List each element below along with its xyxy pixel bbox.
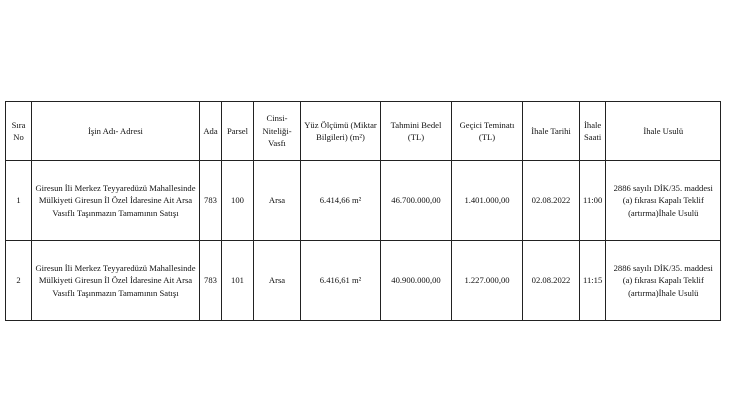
cell-parsel: 100 — [222, 161, 254, 241]
cell-ihale-usulu: 2886 sayılı DİK/35. maddesi (a) fıkrası Kapalı Teklif (artırma)İhale Usulü — [606, 161, 721, 241]
header-cinsi: Cinsi- Niteliği- Vasfı — [254, 102, 301, 161]
header-gecici-teminat: Geçici Teminatı (TL) — [452, 102, 523, 161]
cell-gecici-teminat: 1.227.000,00 — [452, 241, 523, 321]
cell-ada: 783 — [200, 161, 222, 241]
cell-yuz-olcumu: 6.414,66 m² — [301, 161, 381, 241]
header-ihale-usulu: İhale Usulü — [606, 102, 721, 161]
cell-isin-adi: Giresun İli Merkez Teyyaredüzü Mahallesinde Mülkiyeti Giresun İl Özel İdaresine Ait Arsa Vasıflı Taşınmazın Tamamının Satışı — [32, 241, 200, 321]
cell-ihale-saati: 11:15 — [580, 241, 606, 321]
header-yuz-olcumu: Yüz Ölçümü (Miktar Bilgileri) (m²) — [301, 102, 381, 161]
cell-gecici-teminat: 1.401.000,00 — [452, 161, 523, 241]
header-ihale-tarihi: İhale Tarihi — [523, 102, 580, 161]
cell-tahmini-bedel: 40.900.000,00 — [381, 241, 452, 321]
table-row — [6, 161, 721, 241]
cell-cinsi: Arsa — [254, 161, 301, 241]
cell-ada: 783 — [200, 241, 222, 321]
header-ihale-saati: İhale Saati — [580, 102, 606, 161]
header-isin-adi: İşin Adı- Adresi — [32, 102, 200, 161]
header-row — [6, 102, 721, 161]
cell-isin-adi: Giresun İli Merkez Teyyaredüzü Mahallesinde Mülkiyeti Giresun İl Özel İdaresine Ait Arsa Vasıflı Taşınmazın Tamamının Satışı — [32, 161, 200, 241]
cell-sira: 2 — [6, 241, 32, 321]
table-row — [6, 241, 721, 321]
cell-yuz-olcumu: 6.416,61 m² — [301, 241, 381, 321]
cell-tahmini-bedel: 46.700.000,00 — [381, 161, 452, 241]
tender-table — [5, 101, 721, 321]
header-parsel: Parsel — [222, 102, 254, 161]
cell-sira: 1 — [6, 161, 32, 241]
cell-cinsi: Arsa — [254, 241, 301, 321]
header-tahmini-bedel: Tahmini Bedel (TL) — [381, 102, 452, 161]
header-sira: Sıra No — [6, 102, 32, 161]
cell-parsel: 101 — [222, 241, 254, 321]
header-ada: Ada — [200, 102, 222, 161]
cell-ihale-usulu: 2886 sayılı DİK/35. maddesi (a) fıkrası Kapalı Teklif (artırma)İhale Usulü — [606, 241, 721, 321]
cell-ihale-tarihi: 02.08.2022 — [523, 161, 580, 241]
cell-ihale-tarihi: 02.08.2022 — [523, 241, 580, 321]
cell-ihale-saati: 11:00 — [580, 161, 606, 241]
